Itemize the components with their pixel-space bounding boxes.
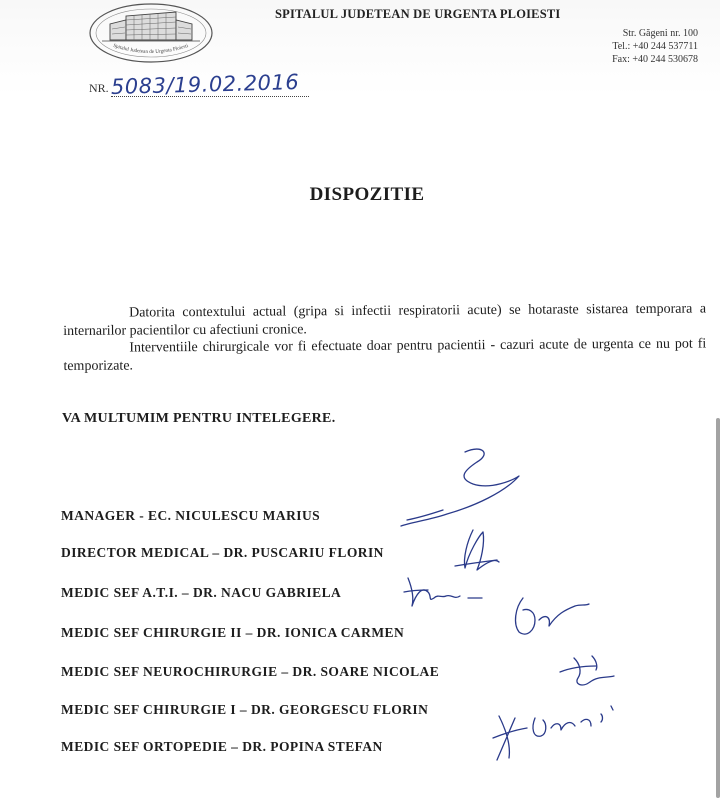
svg-text:Spitalul Judetean de Urgenta P (112, 43, 189, 55)
signature-surgery-1 (485, 688, 625, 768)
signature-ati (398, 568, 498, 613)
signatory-ati: MEDIC SEF A.T.I. – DR. NACU GABRIELA (61, 585, 342, 600)
thanks-line: VA MULTUMIM PENTRU INTELEGERE. (62, 411, 336, 426)
document-title: DISPOZITIE (309, 184, 425, 205)
hospital-name: SPITALUL JUDETEAN DE URGENTA PLOIESTI (275, 7, 561, 21)
signatory-surgery-2: MEDIC SEF CHIRURGIE II – DR. IONICA CARMEN (61, 625, 405, 640)
signature-neurosurgery (552, 648, 622, 693)
signatory-orthopedics: MEDIC SEF ORTOPEDIE – DR. POPINA STEFAN (61, 739, 383, 754)
registration-number (89, 70, 329, 107)
contact-block (612, 27, 698, 66)
scrollbar[interactable] (716, 418, 720, 798)
signatory-medical-director: DIRECTOR MEDICAL – DR. PUSCARIU FLORIN (61, 545, 384, 560)
registration-label: NR. (89, 81, 109, 95)
signatory-manager: MANAGER - EC. NICULESCU MARIUS (61, 508, 321, 523)
signature-manager (395, 440, 535, 535)
body-paragraph-2: Interventiile chirurgicale vor fi efectuate doar pentru pacientii - cazuri acute de urgenta ce nu pot fi temporizate. (63, 336, 707, 374)
body-paragraph-1: Datorita contextului actual (gripa si infectii respiratorii acute) se hotaraste sistarea temporara a internarilor pacientilor cu afectiuni cronice. (63, 301, 707, 339)
signatory-neurosurgery: MEDIC SEF NEUROCHIRURGIE – DR. SOARE NICOLAE (61, 664, 440, 679)
street-address: Str. Găgeni nr. 100 (622, 28, 698, 39)
logo-caption: Spitalul Judetean de Urgenta Ploiesti (112, 42, 189, 56)
signature-surgery-2 (505, 590, 595, 645)
signatory-surgery-1: MEDIC SEF CHIRURGIE I – DR. GEORGESCU FLORIN (61, 702, 429, 717)
phone-number: Tel.: +40 244 537711 (612, 41, 698, 52)
document-body (63, 301, 706, 375)
fax-number: Fax: +40 244 530678 (612, 54, 698, 65)
hospital-logo (88, 2, 214, 64)
registration-handwritten: 5083/19.02.2016 (110, 70, 300, 99)
